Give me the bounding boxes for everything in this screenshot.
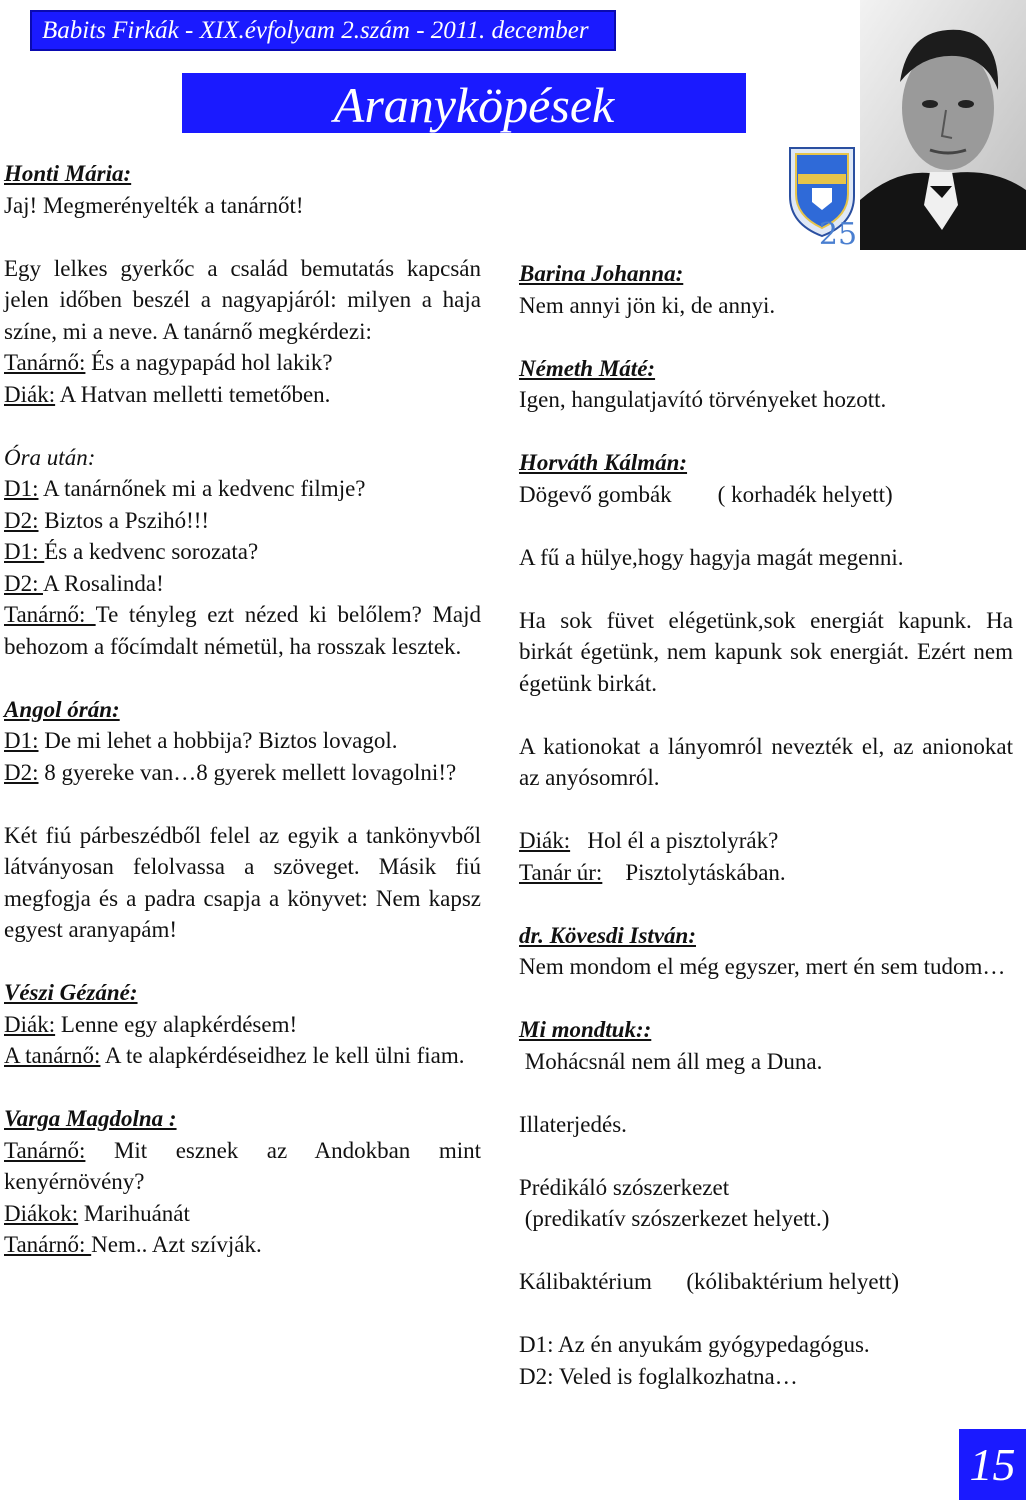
left-column (4, 158, 481, 1261)
quote-nemeth: Igen, hangulatjavító törvényeket hozott. (519, 387, 887, 412)
dialog-line: D2: 8 gyereke van…8 gyerek mellett lovagolni!? (4, 759, 457, 785)
quote-kovesdi: Nem mondom el még egyszer, mert én sem tudom… (519, 954, 1006, 979)
page-title: Aranyköpések (182, 73, 746, 133)
quote-horvath-2: A fű a hülye,hogy hagyja magát megenni. (519, 544, 904, 570)
speaker-mi: Mi mondtuk:: (519, 1017, 652, 1042)
dialog-line: A tanárnő: A te alapkérdéseidhez le kell ülni fiam. (4, 1043, 465, 1068)
speaker-kovesdi: dr. Kövesdi István: (519, 922, 696, 948)
speaker-veszi: Vészi Gézáné: (4, 980, 138, 1005)
page-number: 15 (959, 1429, 1026, 1500)
dialog-line: D2: Biztos a Pszihó!!! (4, 507, 210, 533)
speaker-nemeth: Németh Máté: (519, 355, 656, 381)
dialog-line: Diák: Hol él a pisztolyrák? (519, 828, 779, 853)
quote-mi-4: (predikatív szószerkezet helyett.) (519, 1206, 830, 1231)
quote-mi-5: Kálibaktérium (kólibaktérium helyett) (519, 1269, 900, 1294)
quote-barina: Nem annyi jön ki, de annyi. (519, 292, 776, 318)
quote-mi-1: Mohácsnál nem áll meg a Duna. (519, 1048, 823, 1074)
dialog-line: Tanár úr: Pisztolytáskában. (519, 859, 786, 885)
speaker-honti: Honti Mária: (4, 161, 132, 186)
quote-mi-3: Prédikáló szószerkezet (519, 1174, 730, 1200)
speaker-angol: Angol órán: (4, 696, 120, 722)
story-grandpa: Egy lelkes gyerkőc a család bemutatás kapcsán jelen időben beszél a nagyapjáról: milyen a haja színe, mi a neve. A tanárnő megkérdezi: (4, 255, 481, 344)
speaker-horvath: Horváth Kálmán: (519, 450, 688, 475)
quote-horvath-3: Ha sok füvet elégetünk,sok energiát kapunk. Ha birkát égetünk, nem kapunk sok energiát. Ezért nem égetünk birkát. (519, 607, 1013, 696)
right-column (519, 258, 1013, 1392)
portrait-image (860, 0, 1026, 250)
dialog-line: Tanárnő: És a nagypapád hol lakik? (4, 350, 333, 375)
dialog-line: Diákok: Marihuánát (4, 1200, 190, 1226)
dialog-line: D1: És a kedvenc sorozata? (4, 539, 259, 564)
speaker-barina: Barina Johanna: (519, 261, 684, 286)
quote-honti: Jaj! Megmerényelték a tanárnőt! (4, 192, 304, 218)
speaker-varga: Varga Magdolna : (4, 1106, 177, 1131)
dialog-line: Diák: Lenne egy alapkérdésem! (4, 1011, 298, 1037)
dialog-line: Tanárnő: Te tényleg ezt nézed ki belőlem? Majd behozom a főcímdalt németül, ha rosszak lesztek. (4, 602, 481, 659)
dialog-line: Tanárnő: Mit esznek az Andokban mint kenyérnövény? (4, 1137, 481, 1194)
dialog-line: Tanárnő: Nem.. Azt szívják. (4, 1232, 262, 1257)
masthead: Babits Firkák - XIX.évfolyam 2.szám - 2011. december (30, 10, 616, 51)
dialog-line: D1: A tanárnőnek mi a kedvenc filmje? (4, 476, 366, 501)
badge-number: 25 (818, 217, 858, 248)
dialog-line: D1: De mi lehet a hobbija? Biztos lovagol. (4, 728, 398, 753)
dialog-line: D2: A Rosalinda! (4, 570, 164, 596)
quote-mi-6: D1: Az én anyukám gyógypedagógus. (519, 1332, 870, 1357)
quote-mi-2: Illaterjedés. (519, 1111, 627, 1137)
heading-ora: Óra után: (4, 444, 96, 470)
quote-horvath-1: Dögevő gombák ( korhadék helyett) (519, 481, 893, 507)
story-two-boys: Két fiú párbeszédből felel az egyik a tankönyvből látványosan felolvassa a szöveget. Másik fiú megfogja és a padra csapja a könyvet: Nem kapsz egyest aranyapám! (4, 822, 481, 942)
quote-horvath-4: A kationokat a lányomról nevezték el, az anionokat az anyósomról. (519, 733, 1013, 790)
dialog-line: Diák: A Hatvan melletti temetőben. (4, 381, 331, 407)
quote-mi-7: D2: Veled is foglalkozhatna… (519, 1363, 798, 1389)
school-badge-icon (784, 144, 860, 248)
